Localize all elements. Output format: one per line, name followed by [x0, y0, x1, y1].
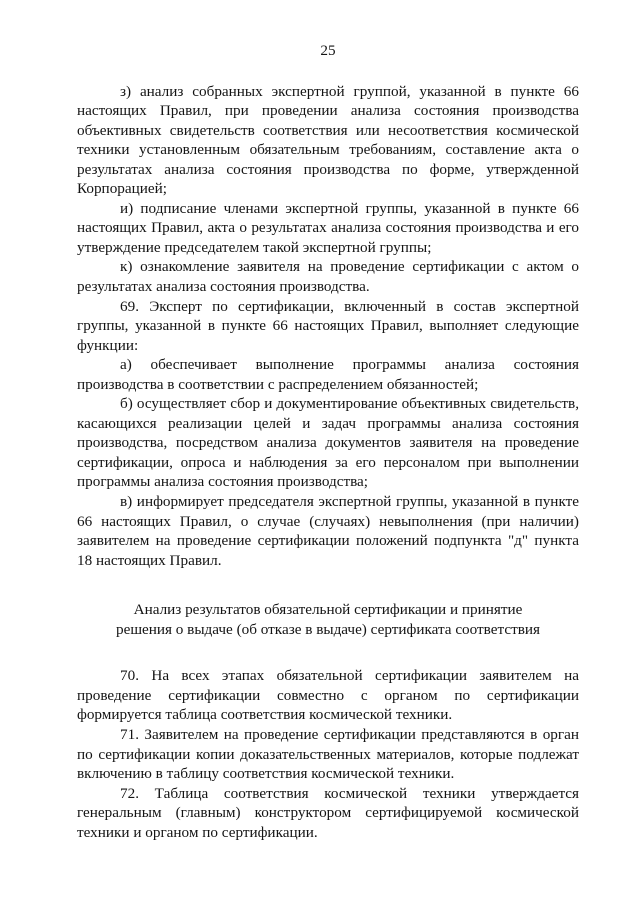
body-paragraph: в) информирует председателя экспертной группы, указанной в пункте 66 настоящих Правил, о случае (случаях) невыполнения (при наличии) заявителем на проведение сертификации положений подпункта "д" пункта 18 настоящих Правил. — [77, 493, 579, 569]
section-heading-line-2: решения о выдаче (об отказе в выдаче) сертификата соответствия — [115, 620, 540, 638]
page-number: 25 — [320, 42, 336, 59]
body-paragraph: к) ознакомление заявителя на проведение сертификации с актом о результатах анализа состояния производства. — [77, 258, 579, 296]
body-paragraph: б) осуществляет сбор и документирование объективных свидетельств, касающихся реализации целей и задач программы анализа состояния производства, посредством анализа документов заявителя на проведение сертификации, опроса и наблюдения за его персоналом при выполнении программы анализа состояния производства; — [77, 395, 579, 491]
body-paragraph: 69. Эксперт по сертификации, включенный в состав экспертной группы, указанной в пункте 66 настоящих Правил, выполняет следующие функции: — [77, 297, 579, 354]
body-paragraph: 72. Таблица соответствия космической техники утверждается генеральным (главным) конструктором сертифицируемой космической техники и органом по сертификации. — [77, 784, 579, 841]
body-paragraph: и) подписание членами экспертной группы, указанной в пункте 66 настоящих Правил, акта о результатах анализа состояния производства и его утверждение председателем такой экспертной группы; — [77, 199, 579, 256]
body-paragraph: 70. На всех этапах обязательной сертификации заявителем на проведение сертификации совместно с органом по сертификации формируется таблица соответствия космической техники. — [77, 667, 579, 724]
section-heading-line-1: Анализ результатов обязательной сертификации и принятие — [133, 601, 523, 619]
document-body-after-heading — [77, 666, 579, 842]
body-paragraph: а) обеспечивает выполнение программы анализа состояния производства в соответствии с распределением обязанностей; — [77, 356, 579, 393]
body-paragraph: з) анализ собранных экспертной группой, указанной в пункте 66 настоящих Правил, при проведении анализа состояния производства объективных свидетельств соответствия или несоответствия космической техники установленным обязательным требованиям, составление акта о результатах анализа состояния производства по форме, утвержденной Корпорацией; — [77, 82, 579, 198]
body-paragraph: 71. Заявителем на проведение сертификации представляются в орган по сертификации копии доказательственных материалов, которые подлежат включению в таблицу соответствия космической техники. — [77, 725, 579, 783]
document-body-before-heading — [77, 82, 579, 571]
section-heading — [77, 600, 579, 639]
